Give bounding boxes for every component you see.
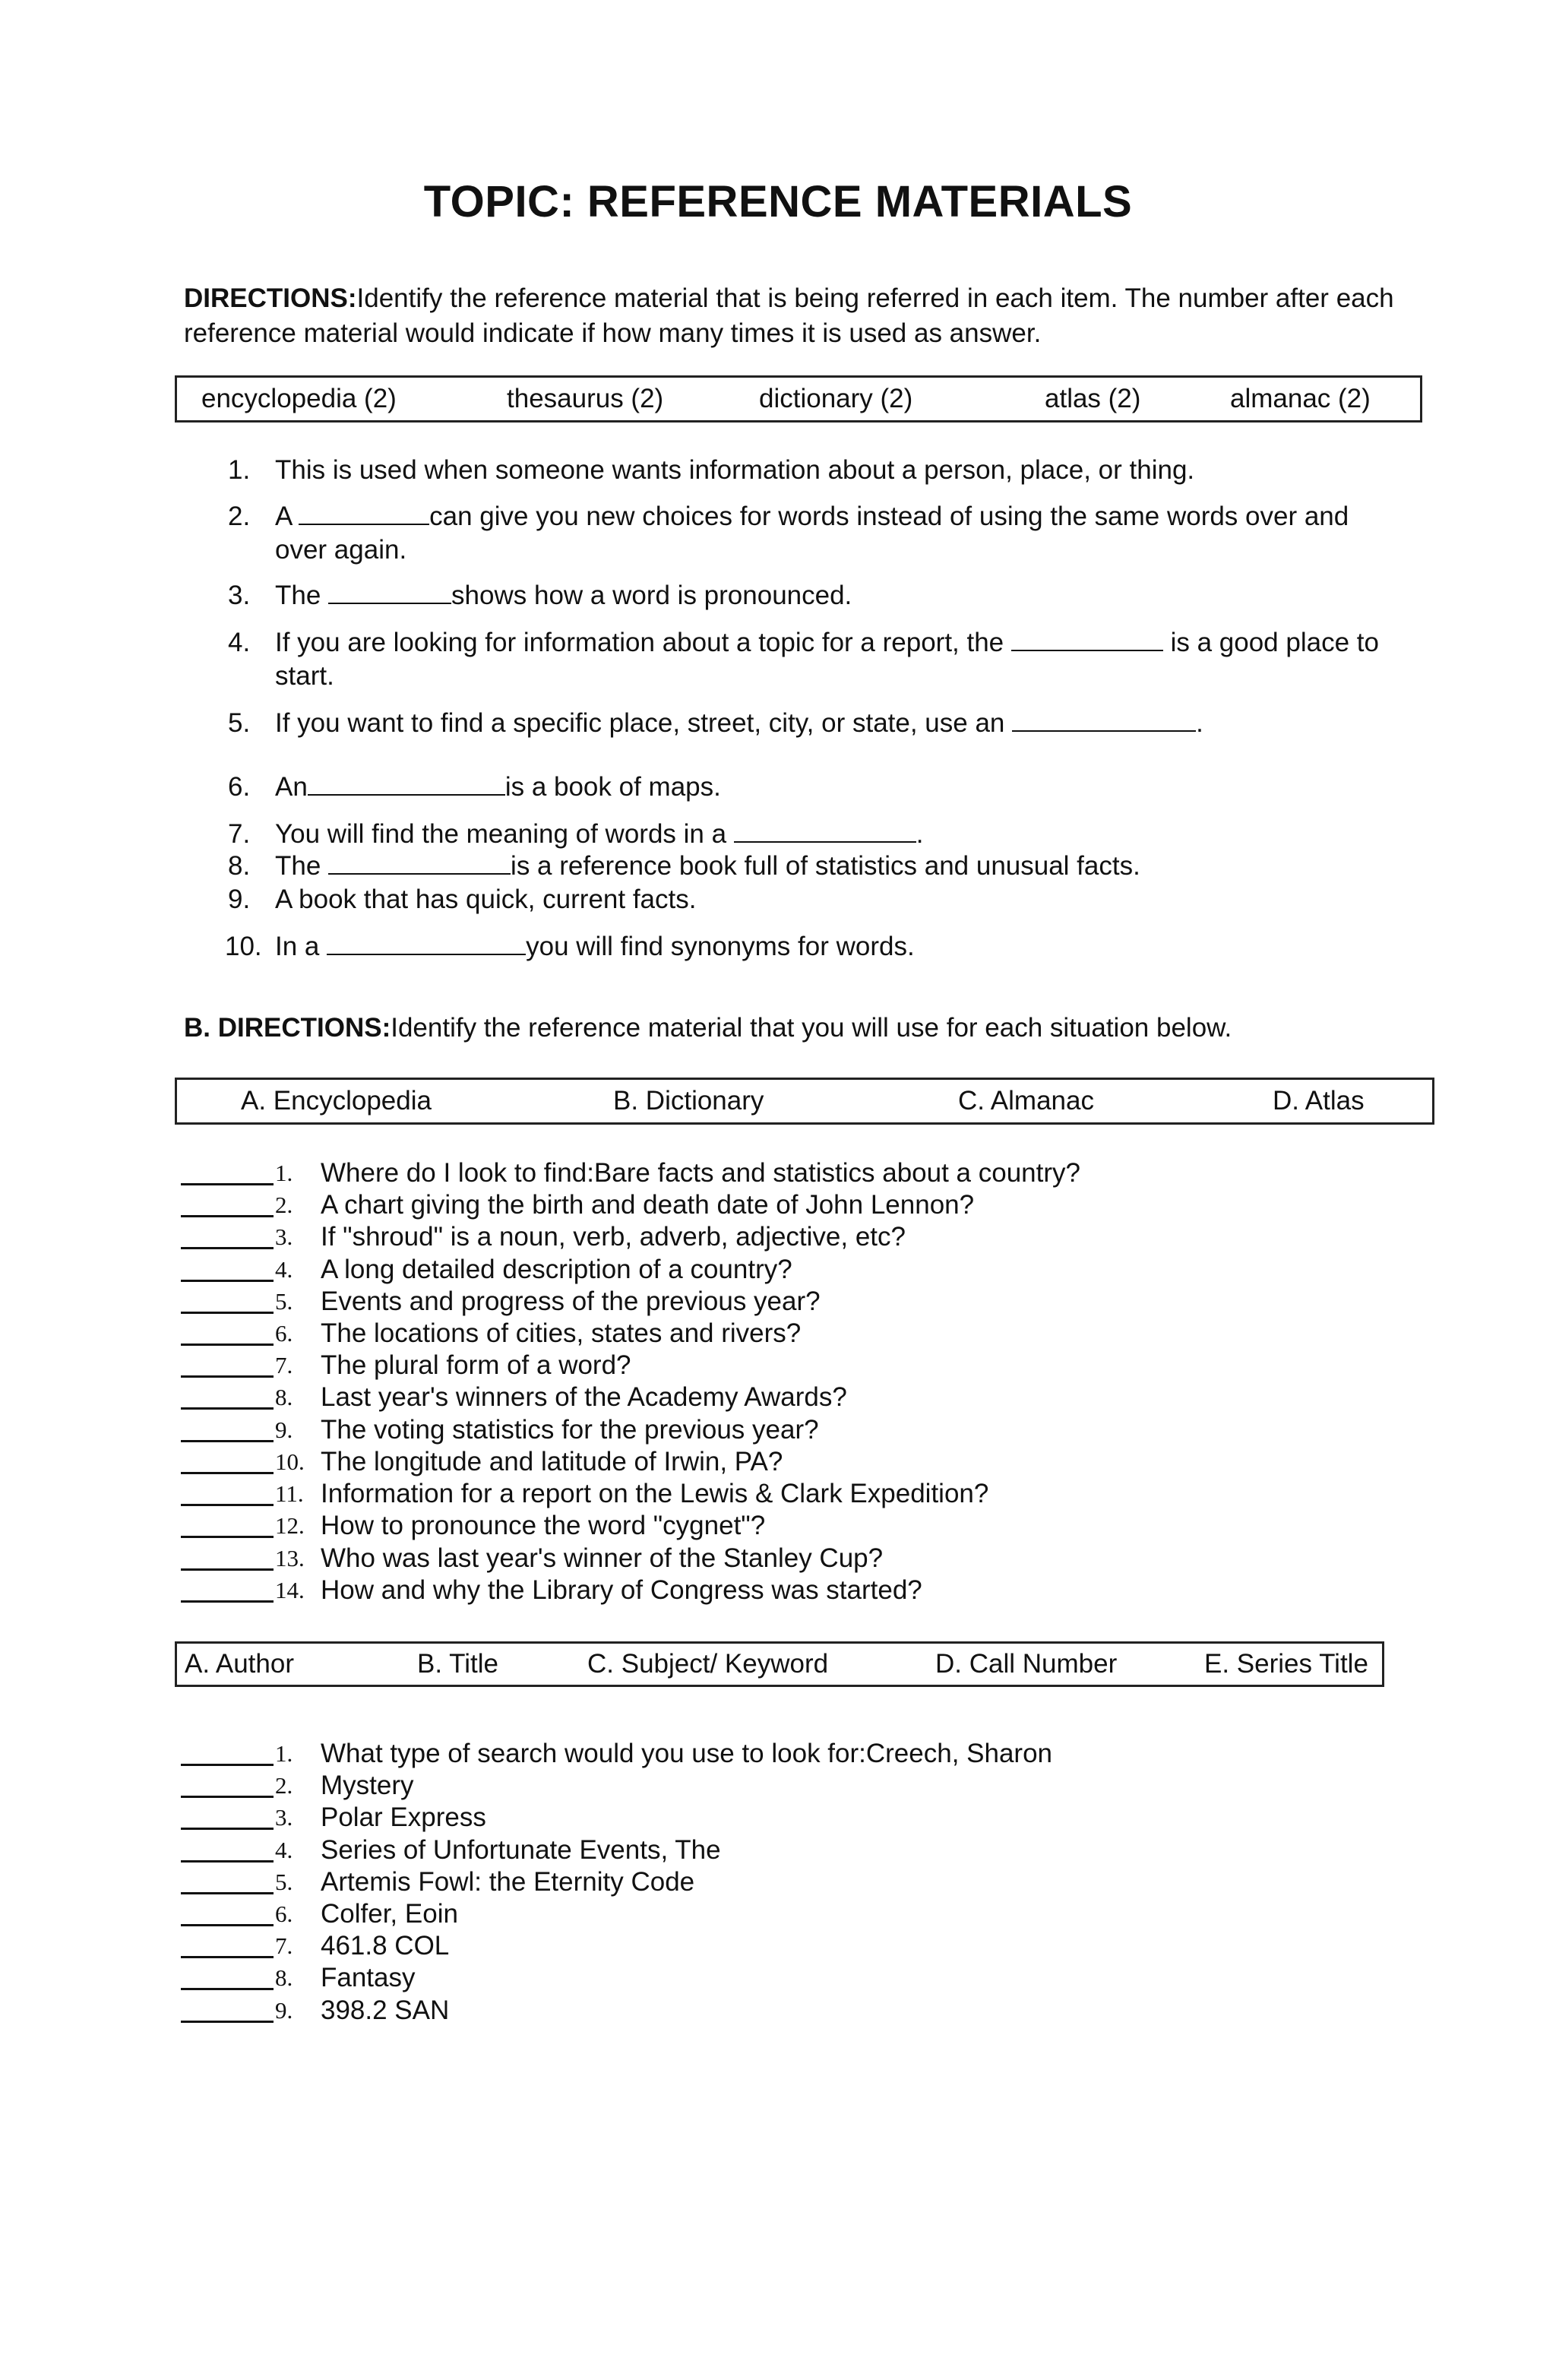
item-text: Last year's winners of the Academy Awards? bbox=[321, 1382, 847, 1412]
word-bank-item: atlas (2) bbox=[1045, 384, 1141, 413]
item-text: If "shroud" is a noun, verb, adverb, adjective, etc? bbox=[321, 1222, 906, 1252]
item-number: 4. bbox=[275, 1256, 293, 1283]
item-text: Who was last year's winner of the Stanley Cup? bbox=[321, 1543, 884, 1573]
question-text-before: A bbox=[275, 502, 299, 531]
question-text-before: In a bbox=[275, 932, 327, 961]
answer-blank[interactable] bbox=[327, 931, 526, 955]
answer-blank[interactable] bbox=[328, 850, 511, 875]
answer-blank[interactable] bbox=[181, 1988, 274, 1990]
item-text: Colfer, Eoin bbox=[321, 1899, 458, 1929]
item-text: The plural form of a word? bbox=[321, 1350, 631, 1380]
item-text: The voting statistics for the previous year? bbox=[321, 1415, 819, 1445]
item-number: 12. bbox=[275, 1512, 305, 1539]
answer-blank[interactable] bbox=[1012, 707, 1196, 732]
question-text-before: An bbox=[275, 772, 308, 802]
item-text: Information for a report on the Lewis & Clark Expedition? bbox=[321, 1479, 989, 1508]
item-text: The longitude and latitude of Irwin, PA? bbox=[321, 1447, 783, 1476]
answer-blank[interactable] bbox=[328, 580, 451, 604]
question-number: 10. bbox=[225, 932, 262, 961]
answer-blank[interactable] bbox=[181, 1440, 274, 1442]
item-text: What type of search would you use to look for:Creech, Sharon bbox=[321, 1739, 1053, 1768]
choice-item: C. Almanac bbox=[958, 1086, 1094, 1116]
answer-blank[interactable] bbox=[181, 1924, 274, 1926]
answer-blank[interactable] bbox=[181, 1536, 274, 1538]
item-text: 398.2 SAN bbox=[321, 1995, 450, 2025]
question-text-before: If you want to find a specific place, street, city, or state, use an bbox=[275, 708, 1013, 738]
section-b-directions bbox=[184, 1011, 1399, 1046]
question-text-after: can give you new choices for words instead of using the same words over and over again. bbox=[275, 502, 1349, 565]
answer-blank[interactable] bbox=[1011, 627, 1163, 651]
item-number: 7. bbox=[275, 1352, 293, 1378]
question-text-before: You will find the meaning of words in a bbox=[275, 819, 734, 849]
answer-blank[interactable] bbox=[181, 1892, 274, 1894]
question-text-before: The bbox=[275, 581, 329, 610]
item-text: Polar Express bbox=[321, 1802, 486, 1832]
item-number: 7. bbox=[275, 1932, 293, 1959]
item-number: 14. bbox=[275, 1577, 305, 1603]
answer-blank[interactable] bbox=[181, 1828, 274, 1830]
question-number: 3. bbox=[228, 581, 251, 610]
question-text-after: . bbox=[1196, 708, 1203, 738]
question-text-after: . bbox=[916, 819, 924, 849]
choice-item: E. Series Title bbox=[1204, 1649, 1368, 1679]
item-number: 8. bbox=[275, 1964, 293, 1991]
item-text: Artemis Fowl: the Eternity Code bbox=[321, 1867, 695, 1897]
item-text: A chart giving the birth and death date of John Lennon? bbox=[321, 1190, 975, 1220]
answer-blank[interactable] bbox=[181, 1956, 274, 1958]
answer-blank[interactable] bbox=[181, 1568, 274, 1571]
directions-label: B. DIRECTIONS: bbox=[184, 1013, 391, 1043]
answer-blank[interactable] bbox=[181, 1600, 274, 1603]
question-number: 9. bbox=[228, 885, 251, 914]
item-text: How and why the Library of Congress was started? bbox=[321, 1575, 922, 1605]
question-text-after: is a book of maps. bbox=[504, 772, 721, 802]
answer-blank[interactable] bbox=[181, 1312, 274, 1314]
item-text: Where do I look to find:Bare facts and statistics about a country? bbox=[321, 1158, 1080, 1188]
question-number: 5. bbox=[228, 708, 251, 738]
section-a-directions bbox=[184, 281, 1399, 351]
word-bank-item: dictionary (2) bbox=[759, 384, 913, 413]
question-number: 8. bbox=[228, 851, 251, 881]
directions-text: Identify the reference material that you will use for each situation below. bbox=[391, 1013, 1232, 1043]
choice-item: D. Call Number bbox=[935, 1649, 1118, 1679]
answer-blank[interactable] bbox=[181, 1280, 274, 1282]
answer-blank[interactable] bbox=[181, 1375, 274, 1378]
item-number: 1. bbox=[275, 1160, 293, 1186]
question-number: 2. bbox=[228, 502, 251, 531]
item-text: Series of Unfortunate Events, The bbox=[321, 1835, 721, 1865]
answer-blank[interactable] bbox=[181, 2021, 274, 2023]
item-text: A long detailed description of a country? bbox=[321, 1255, 792, 1284]
item-number: 3. bbox=[275, 1223, 293, 1250]
question-text: A book that has quick, current facts. bbox=[275, 885, 697, 914]
question-text: This is used when someone wants information about a person, place, or thing. bbox=[275, 455, 1195, 485]
item-text: The locations of cities, states and rivers? bbox=[321, 1318, 802, 1348]
answer-blank[interactable] bbox=[181, 1247, 274, 1249]
choice-item: B. Title bbox=[417, 1649, 498, 1679]
item-text: 461.8 COL bbox=[321, 1931, 450, 1961]
answer-blank[interactable] bbox=[299, 501, 429, 525]
question-text-after: you will find synonyms for words. bbox=[526, 932, 915, 961]
item-number: 5. bbox=[275, 1869, 293, 1895]
choice-item: C. Subject/ Keyword bbox=[587, 1649, 829, 1679]
item-number: 8. bbox=[275, 1384, 293, 1410]
item-number: 6. bbox=[275, 1901, 293, 1927]
item-number: 6. bbox=[275, 1320, 293, 1347]
choice-item: B. Dictionary bbox=[613, 1086, 764, 1116]
answer-blank[interactable] bbox=[181, 1764, 274, 1766]
question-text-before: If you are looking for information about a topic for a report, the bbox=[275, 628, 1011, 657]
question-number: 1. bbox=[228, 455, 251, 485]
item-number: 2. bbox=[275, 1772, 293, 1799]
question-text-after: is a reference book full of statistics and unusual facts. bbox=[511, 851, 1140, 881]
question-text-after: shows how a word is pronounced. bbox=[451, 581, 852, 610]
word-bank-a bbox=[175, 375, 1422, 423]
page-title: TOPIC: REFERENCE MATERIALS bbox=[423, 177, 1133, 226]
item-number: 1. bbox=[275, 1740, 293, 1767]
choice-item: D. Atlas bbox=[1273, 1086, 1365, 1116]
word-bank-item: thesaurus (2) bbox=[507, 384, 664, 413]
word-bank-item: encyclopedia (2) bbox=[201, 384, 397, 413]
item-number: 4. bbox=[275, 1837, 293, 1863]
answer-blank[interactable] bbox=[181, 1215, 274, 1217]
word-bank-item: almanac (2) bbox=[1230, 384, 1371, 413]
question-number: 4. bbox=[228, 628, 251, 657]
item-number: 2. bbox=[275, 1192, 293, 1218]
answer-blank[interactable] bbox=[734, 818, 916, 843]
choice-item: A. Author bbox=[185, 1649, 294, 1679]
answer-blank[interactable] bbox=[181, 1796, 274, 1798]
directions-label: DIRECTIONS: bbox=[184, 283, 357, 313]
answer-blank[interactable] bbox=[181, 1183, 274, 1185]
item-number: 13. bbox=[275, 1545, 305, 1571]
question-number: 7. bbox=[228, 819, 251, 849]
answer-blank[interactable] bbox=[181, 1343, 274, 1346]
answer-blank[interactable] bbox=[308, 771, 505, 796]
answer-blank[interactable] bbox=[181, 1860, 274, 1863]
item-number: 5. bbox=[275, 1288, 293, 1315]
item-text: Events and progress of the previous year? bbox=[321, 1287, 821, 1316]
answer-blank[interactable] bbox=[181, 1472, 274, 1474]
question-text-after: is a good place to start. bbox=[275, 628, 1379, 691]
choice-item: A. Encyclopedia bbox=[241, 1086, 432, 1116]
item-number: 10. bbox=[275, 1448, 305, 1475]
question-text-before: The bbox=[275, 851, 329, 881]
item-number: 3. bbox=[275, 1804, 293, 1831]
item-number: 9. bbox=[275, 1997, 293, 2024]
item-text: Mystery bbox=[321, 1771, 414, 1800]
question-number: 6. bbox=[228, 772, 251, 802]
item-number: 11. bbox=[275, 1480, 304, 1507]
choices-box-b bbox=[175, 1078, 1434, 1125]
item-text: Fantasy bbox=[321, 1963, 416, 1992]
directions-text: Identify the reference material that is being referred in each item. The number after each reference material would indicate if how many times it is used as answer. bbox=[184, 283, 1394, 348]
item-number: 9. bbox=[275, 1416, 293, 1443]
answer-blank[interactable] bbox=[181, 1407, 274, 1410]
choices-box-c bbox=[175, 1641, 1384, 1687]
answer-blank[interactable] bbox=[181, 1504, 274, 1506]
item-text: How to pronounce the word "cygnet"? bbox=[321, 1511, 766, 1540]
